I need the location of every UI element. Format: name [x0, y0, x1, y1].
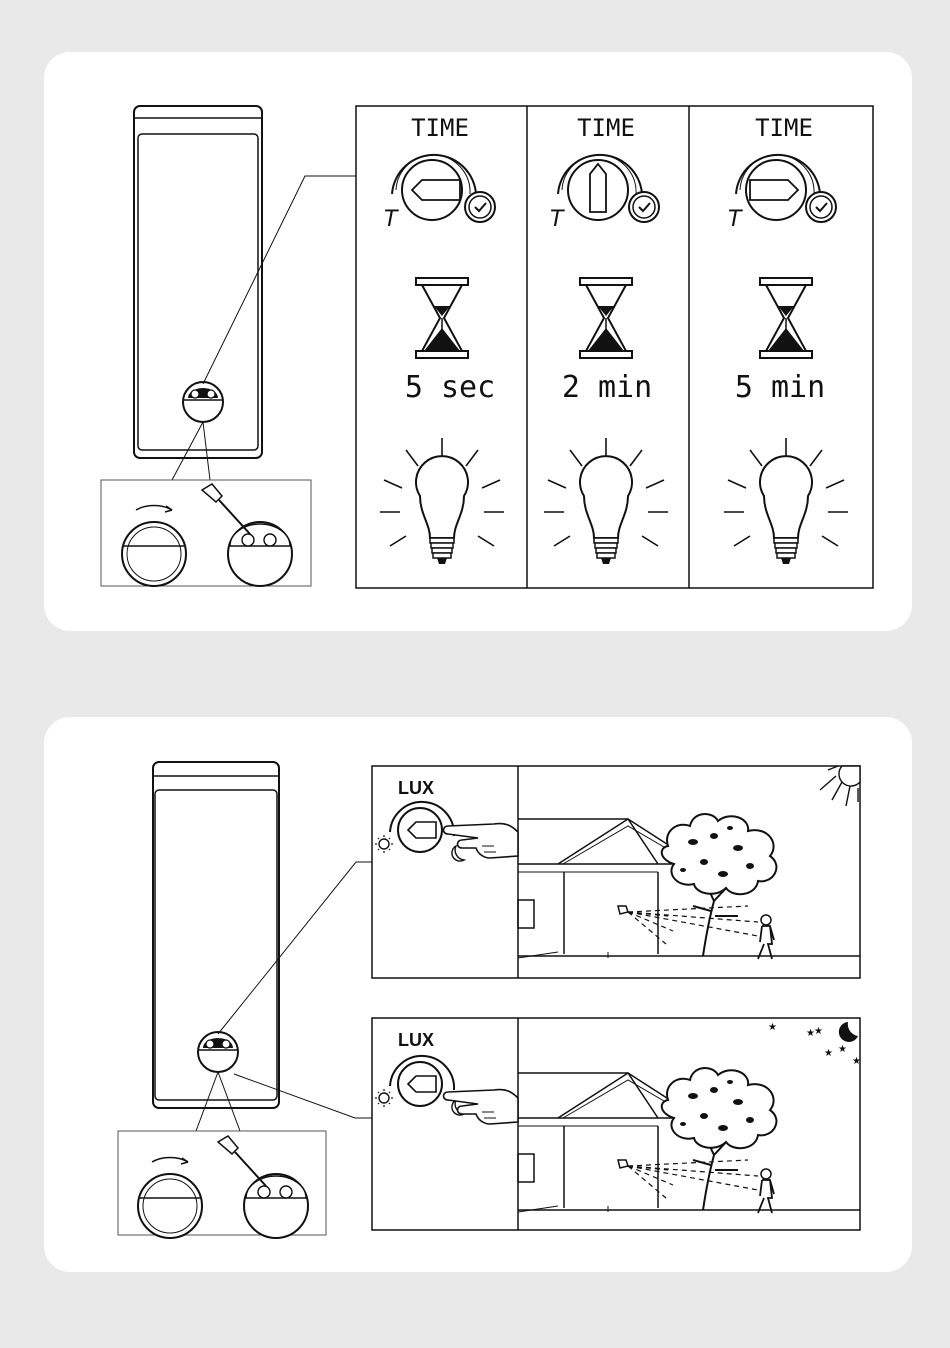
- sensor-lamp-device: [134, 106, 262, 458]
- clock-icon: [465, 192, 495, 222]
- svg-text:★: ★: [852, 1056, 861, 1067]
- time-title-1: TIME: [411, 114, 469, 142]
- duration-3: 5 min: [734, 370, 826, 405]
- lux-title-1: LUX: [398, 778, 434, 798]
- svg-text:★: ★: [806, 1028, 815, 1039]
- lux-panel-night: [372, 1018, 861, 1230]
- duration-2: 2 min: [561, 370, 653, 405]
- lux-panel-day: [372, 766, 860, 978]
- svg-text:★: ★: [814, 1026, 823, 1037]
- time-title-3: TIME: [755, 114, 813, 142]
- svg-text:★: ★: [824, 1048, 833, 1059]
- sensor-lamp-device-2: [153, 762, 279, 1108]
- time-title-2: TIME: [577, 114, 635, 142]
- clock-icon: [629, 192, 659, 222]
- svg-text:★: ★: [838, 1044, 847, 1055]
- lux-title-2: LUX: [398, 1030, 434, 1050]
- duration-1: 5 sec: [404, 370, 496, 405]
- svg-text:★: ★: [768, 1022, 777, 1033]
- clock-icon: [806, 192, 836, 222]
